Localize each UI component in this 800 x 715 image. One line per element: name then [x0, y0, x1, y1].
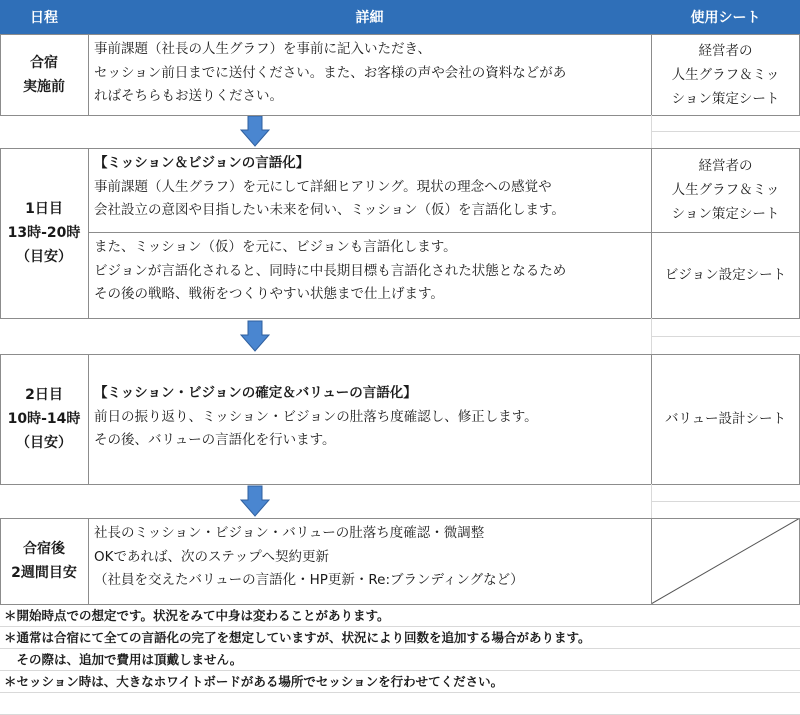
detail-line: 事前課題（社長の人生グラフ）を事前に記入いただき、 — [94, 41, 431, 57]
sheet-day1-mission — [651, 148, 800, 232]
grid-line — [0, 354, 1, 484]
detail-line: （社員を交えたバリューの言語化・HP更新・Re:ブランディングなど） — [94, 572, 524, 588]
grid-line — [0, 115, 800, 116]
grid-line — [651, 318, 652, 354]
step-line: 実施前 — [23, 78, 65, 95]
grid-line — [88, 34, 89, 115]
grid-line — [651, 115, 652, 148]
step-line: 13時-20時 — [7, 225, 81, 241]
sheet-line: ション策定シート — [671, 206, 780, 222]
step-day1 — [0, 148, 88, 318]
empty-sheet-diagonal — [651, 518, 800, 604]
detail-line: また、ミッション（仮）を元に、ビジョンも言語化します。 — [94, 239, 457, 255]
step-line: 1日目 — [25, 201, 63, 217]
step-line: 10時-14時 — [7, 411, 81, 427]
note-line: ＊通常は合宿にて全ての言語化の完了を想定していますが、状況により回数を追加する場合があります。 — [4, 630, 591, 645]
header-sheet: 使用シート — [651, 0, 800, 34]
detail-line: セッション前日までに送付ください。また、お客様の声や会社の資料などがあ — [94, 64, 567, 81]
note-line: その際は、追加で費用は頂戴しません。 — [4, 652, 243, 667]
detail-pre-camp — [94, 38, 566, 109]
grid-line — [651, 148, 652, 318]
header-schedule: 日程 — [0, 0, 88, 34]
detail-line: ビジョンが言語化されると、同時に中長期目標も言語化された状態となるため — [94, 262, 567, 279]
grid-line — [88, 232, 800, 233]
sheet-pre-camp — [651, 34, 800, 115]
step-line: 2日目 — [25, 387, 63, 403]
grid-line — [0, 354, 800, 355]
detail-line: 社長のミッション・ビジョン・バリューの肚落ち度確認・微調整 — [94, 525, 485, 541]
step-line: 合宿後 — [23, 541, 65, 557]
detail-line: ればそちらもお送りください。 — [94, 88, 283, 104]
sheet-day1-vision — [651, 232, 800, 318]
step-line: （目安） — [16, 249, 72, 265]
grid-line — [651, 34, 652, 115]
step-pre-camp — [0, 34, 88, 115]
detail-line: 前日の振り返り、ミッション・ビジョンの肚落ち度確認し、修正します。 — [94, 408, 538, 425]
down-arrow-icon — [240, 115, 270, 147]
sheet-line: 人生グラフ＆ミッ — [671, 182, 780, 198]
sheet-line: 人生グラフ＆ミッ — [671, 66, 780, 83]
sheet-line: 経営者の — [698, 42, 753, 59]
grid-line — [0, 148, 1, 318]
sheet-line: バリュー設計シート — [664, 411, 787, 427]
step-line: 2週間目安 — [11, 565, 77, 581]
sheet-line: ビジョン設定シート — [664, 267, 787, 283]
down-arrow-icon — [240, 485, 270, 517]
grid-line — [0, 518, 800, 519]
detail-post-camp — [94, 522, 524, 593]
down-arrow-icon — [240, 320, 270, 352]
grid-line — [88, 148, 89, 318]
detail-day1-vision — [94, 236, 566, 307]
detail-line: その後、バリューの言語化を行います。 — [94, 432, 336, 448]
note-line: ＊開始時点での想定です。状況をみて中身は変わることがあります。 — [4, 608, 390, 623]
grid-line — [651, 336, 800, 337]
step-day2 — [0, 354, 88, 484]
grid-line — [651, 484, 652, 518]
sheet-day2 — [651, 354, 800, 484]
detail-title: 【ミッション＆ビジョンの言語化】 — [94, 155, 310, 171]
detail-line: その後の戦略、戦術をつくりやすい状態まで仕上げます。 — [94, 286, 444, 302]
step-line: （目安） — [16, 435, 72, 451]
grid-line — [0, 518, 1, 604]
detail-line: 会社設立の意図や目指したい未来を伺い、ミッション（仮）を言語化します。 — [94, 202, 565, 218]
grid-line — [88, 518, 89, 604]
detail-line: 事前課題（人生グラフ）を元にして詳細ヒアリング。現状の理念への感覚や — [94, 178, 552, 195]
detail-line: OKであれば、次のステップへ契約更新 — [94, 548, 329, 565]
detail-day2 — [94, 382, 538, 453]
sheet-line: 経営者の — [698, 158, 753, 174]
grid-line — [651, 131, 800, 132]
sheet-line: ション策定シート — [671, 90, 780, 107]
grid-line — [0, 34, 800, 35]
grid-line — [0, 148, 800, 149]
grid-line — [651, 518, 652, 604]
step-post-camp — [0, 518, 88, 604]
step-line: 合宿 — [30, 54, 58, 71]
grid-line — [0, 34, 1, 115]
grid-line — [0, 484, 800, 485]
grid-line — [88, 354, 89, 484]
grid-line — [0, 318, 800, 319]
header-detail: 詳細 — [88, 0, 651, 34]
detail-title: 【ミッション・ビジョンの確定＆バリューの言語化】 — [94, 385, 417, 401]
note-line: ＊セッション時は、大きなホワイトボードがある場所でセッションを行わせてください。 — [4, 674, 504, 689]
grid-line — [651, 501, 800, 502]
grid-line — [651, 354, 652, 484]
detail-day1-mission — [94, 152, 565, 223]
